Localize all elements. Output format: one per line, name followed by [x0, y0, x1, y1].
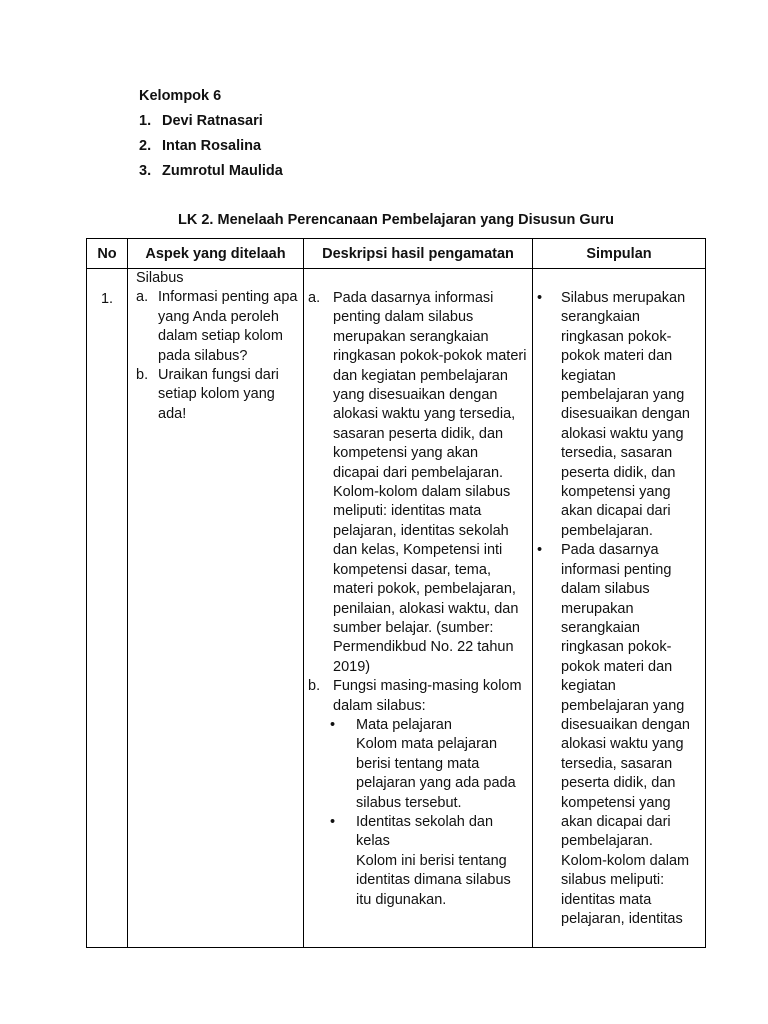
group-member [139, 161, 283, 186]
deskripsi-item-b [308, 677, 528, 716]
header-deskripsi: Deskripsi hasil pengamatan [304, 239, 533, 269]
bullet-icon: • [537, 290, 543, 306]
member-name: Intan Rosalina [162, 138, 262, 154]
aspek-heading: Silabus [136, 270, 184, 286]
worksheet-table [86, 238, 706, 948]
bullet-title: Identitas sekolah dan kelas [356, 813, 494, 850]
item-label: b. [308, 678, 321, 695]
item-label: b. [136, 367, 149, 384]
bullet-icon: • [330, 813, 336, 830]
item-text: Pada dasarnya informasi penting dalam silabus merupakan serangkaian ringkasan pokok-pokok materi dan kegiatan pembelajaran yang disesuaikan dengan alokasi waktu yang tersedia, sasaran peserta didik, dan kompetensi yang akan dicapai dari pembelajaran. Kolom-kolom dalam silabus meliputi: identitas mata pelajaran, identitas sekolah dan kelas, Kompetensi inti kompetensi dasar, tema, materi pokok, pembelajaran, penilaian, alokasi waktu, dan sumber belajar. (sumber: Permendikbud No. 22 tahun 2019) [333, 290, 527, 675]
member-name: Devi Ratnasari [162, 113, 263, 129]
group-title: Kelompok 6 [139, 88, 222, 104]
table-row [87, 269, 706, 948]
header-aspek: Aspek yang ditelaah [128, 239, 304, 269]
bullet-desc: Kolom ini berisi tentang identitas dimana silabus itu digunakan. [356, 852, 511, 908]
header-simpulan: Simpulan [533, 239, 706, 269]
aspek-item [136, 366, 299, 424]
bullet-desc: Kolom mata pelajaran berisi tentang mata pelajaran yang ada pada silabus tersebut. [356, 736, 516, 811]
member-number: 1. [139, 113, 152, 129]
item-label: a. [308, 290, 321, 306]
item-text: Uraikan fungsi dari setiap kolom yang ada! [158, 367, 279, 422]
simpulan-text: Silabus merupakan serangkaian ringkasan pokok-pokok materi dan kegiatan pembelajaran yang disesuaikan dengan alokasi waktu yang tersedia, sasaran peserta didik, dan kompetensi yang akan dicapai dari pembelajaran. [561, 290, 690, 539]
aspek-item [136, 288, 299, 366]
simpulan-bullet [536, 289, 701, 541]
member-name: Zumrotul Maulida [162, 163, 283, 179]
table-header-row [87, 239, 706, 269]
item-text: Fungsi masing-masing kolom dalam silabus: [333, 678, 522, 714]
simpulan-bullet [536, 541, 701, 929]
bullet-icon: • [330, 716, 336, 733]
deskripsi-item-a [308, 289, 528, 677]
member-number: 2. [139, 138, 152, 154]
cell-no [87, 269, 128, 948]
item-text: Informasi penting apa yang Anda peroleh dalam setiap kolom pada silabus? [158, 289, 298, 364]
member-number: 3. [139, 163, 152, 179]
group-member [139, 136, 283, 161]
bullet-icon: • [537, 542, 543, 559]
group-info [139, 86, 283, 186]
fungsi-bullet [329, 716, 528, 813]
cell-deskripsi [304, 269, 533, 948]
fungsi-bullet [329, 813, 528, 910]
cell-simpulan [533, 269, 706, 948]
header-no: No [87, 239, 128, 269]
bullet-title: Mata pelajaran [356, 716, 452, 733]
worksheet-title: LK 2. Menelaah Perencanaan Pembelajaran yang Disusun Guru [178, 212, 614, 228]
simpulan-text: Pada dasarnya informasi penting dalam silabus merupakan serangkaian ringkasan pokok-pokok materi dan kegiatan pembelajaran yang disesuaikan dengan alokasi waktu yang tersedia, sasaran peserta didik, dan kompetensi yang akan dicapai dari pembelajaran. Kolom-kolom dalam silabus meliputi: identitas mata pelajaran, identitas [561, 542, 690, 927]
group-member [139, 111, 283, 136]
cell-aspek [128, 269, 304, 948]
item-label: a. [136, 289, 149, 306]
row-number: 1. [100, 291, 114, 307]
